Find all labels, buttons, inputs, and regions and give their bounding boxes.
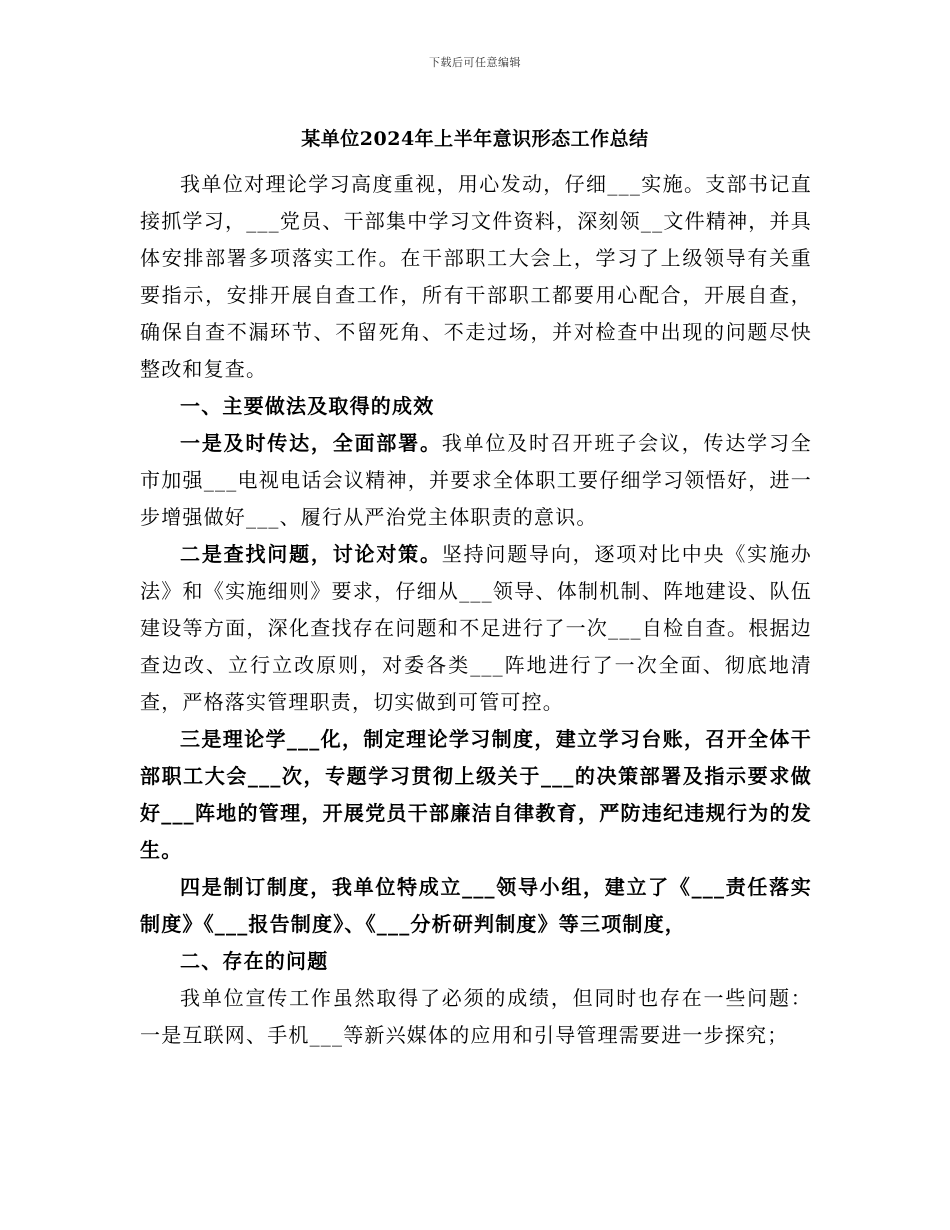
section-heading-problems: 二、存在的问题 (180, 949, 329, 973)
paragraph-find-problems (140, 536, 812, 721)
paragraph-problems: 我单位宣传工作虽然取得了必须的成绩，但同时也存在一些问题：一是互联网、手机___等新兴媒体的应用和引导管理需要进一步探究； (140, 986, 812, 1047)
section-heading-practices: 一、主要做法及取得的成效 (180, 394, 435, 418)
paragraph-system-setup: 四是制订制度，我单位特成立___领导小组，建立了《___责任落实制度》《___报告制度》、《___分析研判制度》等三项制度， (140, 875, 812, 936)
paragraph-lead: 一是及时传达，全面部署。 (180, 431, 442, 455)
paragraph-body: 坚持问题导向，逐项对比中央《实施办法》和《实施细则》要求，仔细从___领导、体制机制、阵地建设、队伍建设等方面，深化查找存在问题和不足进行了一次___自检自查。根据边查边改、立行立改原则，对委各类___阵地进行了一次全面、彻底地清查，严格落实管理职责，切实做到可管可控。 (140, 542, 813, 714)
paragraph-body: 我单位及时召开班子会议，传达学习全市加强___电视电话会议精神，并要求全体职工要仔细学习领悟好，进一步增强做好___、履行从严治党主体职责的意识。 (140, 431, 813, 529)
paragraph-theory-study: 三是理论学___化，制定理论学习制度，建立学习台账，召开全体干部职工大会___次，专题学习贯彻上级关于___的决策部署及指示要求做好___阵地的管理，开展党员干部廉洁自律教育，严防违纪违规行为的发生。 (140, 727, 812, 862)
paragraph-timely-communication (140, 425, 812, 536)
header-note: 下载后可任意编辑 (429, 56, 521, 69)
paragraph-lead: 二是查找问题，讨论对策。 (180, 542, 442, 566)
document-body (140, 166, 812, 1054)
intro-paragraph: 我单位对理论学习高度重视，用心发动，仔细___实施。支部书记直接抓学习，___党员、干部集中学习文件资料，深刻领__文件精神，并具体安排部署多项落实工作。在干部职工大会上，学习了上级领导有关重要指示，安排开展自查工作，所有干部职工都要用心配合，开展自查，确保自查不漏环节、不留死角、不走过场，并对检查中出现的问题尽快整改和复查。 (140, 172, 812, 381)
document-title: 某单位2024年上半年意识形态工作总结 (301, 128, 649, 150)
